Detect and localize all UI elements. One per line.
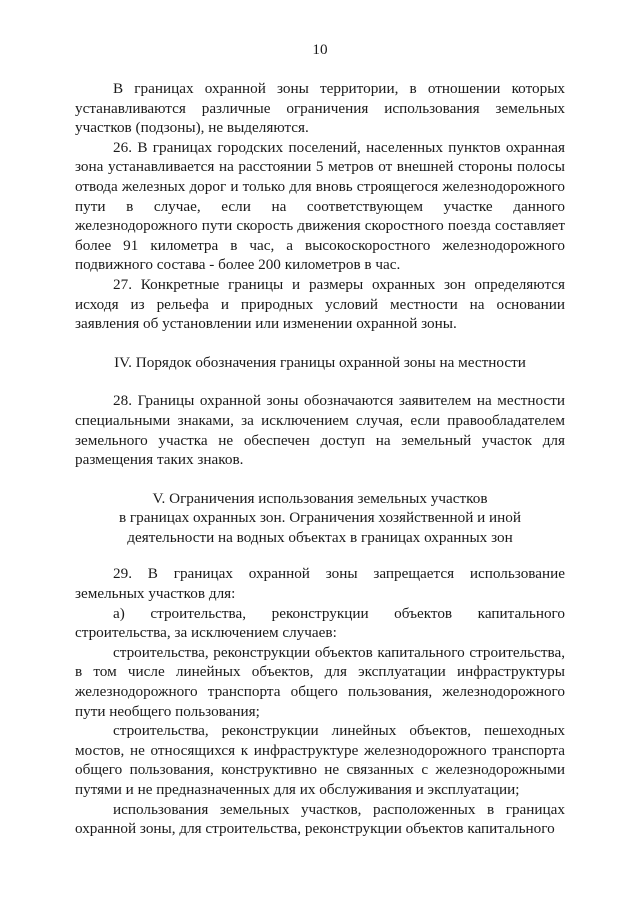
section-5-heading-line-2: в границах охранных зон. Ограничения хозяйственной и иной: [118, 509, 522, 527]
section-5-heading-line-3: деятельности на водных объектах в границах охранных зон: [127, 528, 513, 546]
section-5-heading-line-1: V. Ограничения использования земельных участков: [152, 489, 488, 507]
document-body: [75, 79, 565, 839]
paragraph-exception-2: строительства, реконструкции линейных объектов, пешеходных мостов, не относящихся к инфраструктуре железнодорожного транспорта общего пользования, конструктивно не связанных с железнодорожными путями и не предназначенных для их обслуживания и эксплуатации;: [75, 722, 565, 798]
paragraph-29a: а) строительства, реконструкции объектов капитального строительства, за исключением случаев:: [75, 604, 565, 642]
section-4-heading: IV. Порядок обозначения границы охранной зоны на местности: [114, 353, 526, 371]
paragraph-28: 28. Границы охранной зоны обозначаются заявителем на местности специальными знаками, за исключением случая, если правообладателем земельного участка не обеспечен доступ на земельный участок для размещения таких знаков.: [75, 392, 565, 469]
page-number: 10: [312, 41, 328, 58]
paragraph-26: 26. В границах городских поселений, населенных пунктов охранная зона устанавливается на расстоянии 5 метров от внешней стороны полосы отвода железных дорог и только для вновь строящегося железнодорожного пути в случае, если на соответствующем участке данного железнодорожного пути скорость движения скоростного поезда составляет более 91 километра в час, а высокоскоростного железнодорожного подвижного состава - более 200 километров в час.: [75, 138, 565, 274]
paragraph-29: 29. В границах охранной зоны запрещается использование земельных участков для:: [75, 565, 565, 603]
paragraph-exception-3: использования земельных участков, расположенных в границах охранной зоны, для строительства, реконструкции объектов капитального: [75, 800, 565, 838]
paragraph-exception-1: строительства, реконструкции объектов капитального строительства, в том числе линейных объектов, для эксплуатации инфраструктуры железнодорожного транспорта общего пользования, железнодорожного пути необщего пользования;: [75, 643, 565, 720]
paragraph-subzones: В границах охранной зоны территории, в отношении которых устанавливаются различные ограничения использования земельных участков (подзоны), не выделяются.: [75, 80, 565, 137]
paragraph-27: 27. Конкретные границы и размеры охранных зон определяются исходя из рельефа и природных условий местности на основании заявления об установлении или изменении охранной зоны.: [75, 275, 565, 333]
